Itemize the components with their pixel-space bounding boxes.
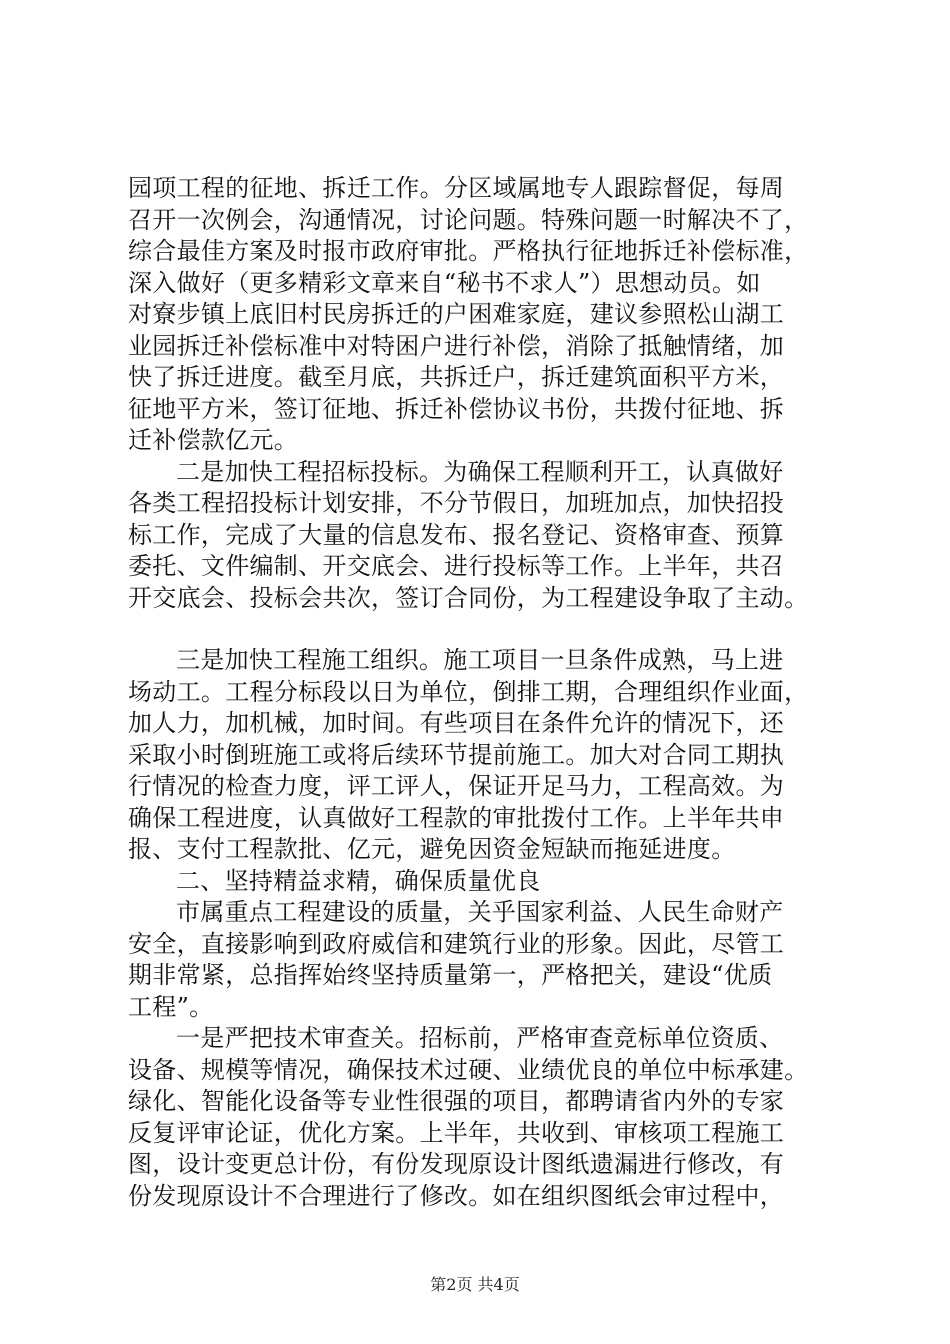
text-line: 期非常紧，总指挥始终坚持质量第一，严格把关，建设“优质 bbox=[128, 961, 773, 989]
text-line: 市属重点工程建设的质量，关乎国家利益、人民生命财产 bbox=[176, 898, 784, 926]
text-line: 报、支付工程款批、亿元，避免因资金短缺而拖延进度。 bbox=[128, 835, 736, 863]
page-footer: 第2页 共4页 bbox=[430, 1275, 520, 1294]
text-line: 园项工程的征地、拆迁工作。分区域属地专人跟踪督促，每周 bbox=[128, 174, 785, 202]
text-line: 场动工。工程分标段以日为单位，倒排工期，合理组织作业面， bbox=[128, 677, 809, 706]
text-line: 绿化、智能化设备等专业性很强的项目，都聘请省内外的专家 bbox=[128, 1087, 785, 1115]
text-line: 三是加快工程施工组织。施工项目一旦条件成熟，马上进 bbox=[176, 646, 784, 674]
text-line: 对寮步镇上底旧村民房拆迁的户困难家庭，建议参照松山湖工 bbox=[128, 300, 785, 328]
text-line: 一是严把技术审查关。招标前，严格审查竞标单位资质、 bbox=[176, 1024, 784, 1052]
text-line: 图，设计变更总计份，有份发现原设计图纸遗漏进行修改，有 bbox=[128, 1150, 785, 1178]
text-line: 召开一次例会，沟通情况，讨论问题。特殊问题一时解决不了， bbox=[128, 205, 809, 234]
text-line: 业园拆迁补偿标准中对特困户进行补偿，消除了抵触情绪，加 bbox=[128, 331, 785, 360]
section-heading: 二、坚持精益求精，确保质量优良 bbox=[176, 866, 541, 895]
text-line: 安全，直接影响到政府威信和建筑行业的形象。因此，尽管工 bbox=[128, 929, 785, 958]
body-text bbox=[128, 173, 858, 1212]
text-line: 综合最佳方案及时报市政府审批。严格执行征地拆迁补偿标准， bbox=[128, 237, 809, 265]
text-line: 设备、规模等情况，确保技术过硬、业绩优良的单位中标承建。 bbox=[128, 1055, 809, 1084]
text-line: 快了拆迁进度。截至月底，共拆迁户，拆迁建筑面积平方米， bbox=[128, 363, 785, 391]
text-line: 加人力，加机械，加时间。有些项目在条件允许的情况下，还 bbox=[128, 709, 785, 737]
text-line: 行情况的检查力度，评工评人，保证开足马力，工程高效。为 bbox=[128, 772, 785, 800]
text-line: 迁补偿款亿元。 bbox=[128, 426, 299, 454]
text-line: 工程”。 bbox=[128, 992, 214, 1021]
text-line: 各类工程招投标计划安排，不分节假日，加班加点，加快招投 bbox=[128, 489, 785, 517]
text-line: 标工作，完成了大量的信息发布、报名登记、资格审查、预算 bbox=[128, 520, 785, 549]
text-line: 二是加快工程招标投标。为确保工程顺利开工，认真做好 bbox=[176, 457, 784, 486]
text-line: 反复评审论证，优化方案。上半年，共收到、审核项工程施工 bbox=[128, 1118, 785, 1147]
text-line: 征地平方米，签订征地、拆迁补偿协议书份，共拨付征地、拆 bbox=[128, 394, 785, 423]
paragraph-gap bbox=[128, 614, 858, 645]
text-line: 开交底会、投标会共次，签订合同份，为工程建设争取了主动。 bbox=[128, 583, 809, 612]
text-line: 委托、文件编制、开交底会、进行投标等工作。上半年，共召 bbox=[128, 552, 785, 580]
text-line: 确保工程进度，认真做好工程款的审批拨付工作。上半年共申 bbox=[128, 803, 785, 832]
text-line: 份发现原设计不合理进行了修改。如在组织图纸会审过程中， bbox=[128, 1181, 785, 1210]
text-line: 深入做好（更多精彩文章来自“秘书不求人”）思想动员。如 bbox=[128, 268, 761, 297]
text-line: 采取小时倒班施工或将后续环节提前施工。加大对合同工期执 bbox=[128, 740, 785, 769]
